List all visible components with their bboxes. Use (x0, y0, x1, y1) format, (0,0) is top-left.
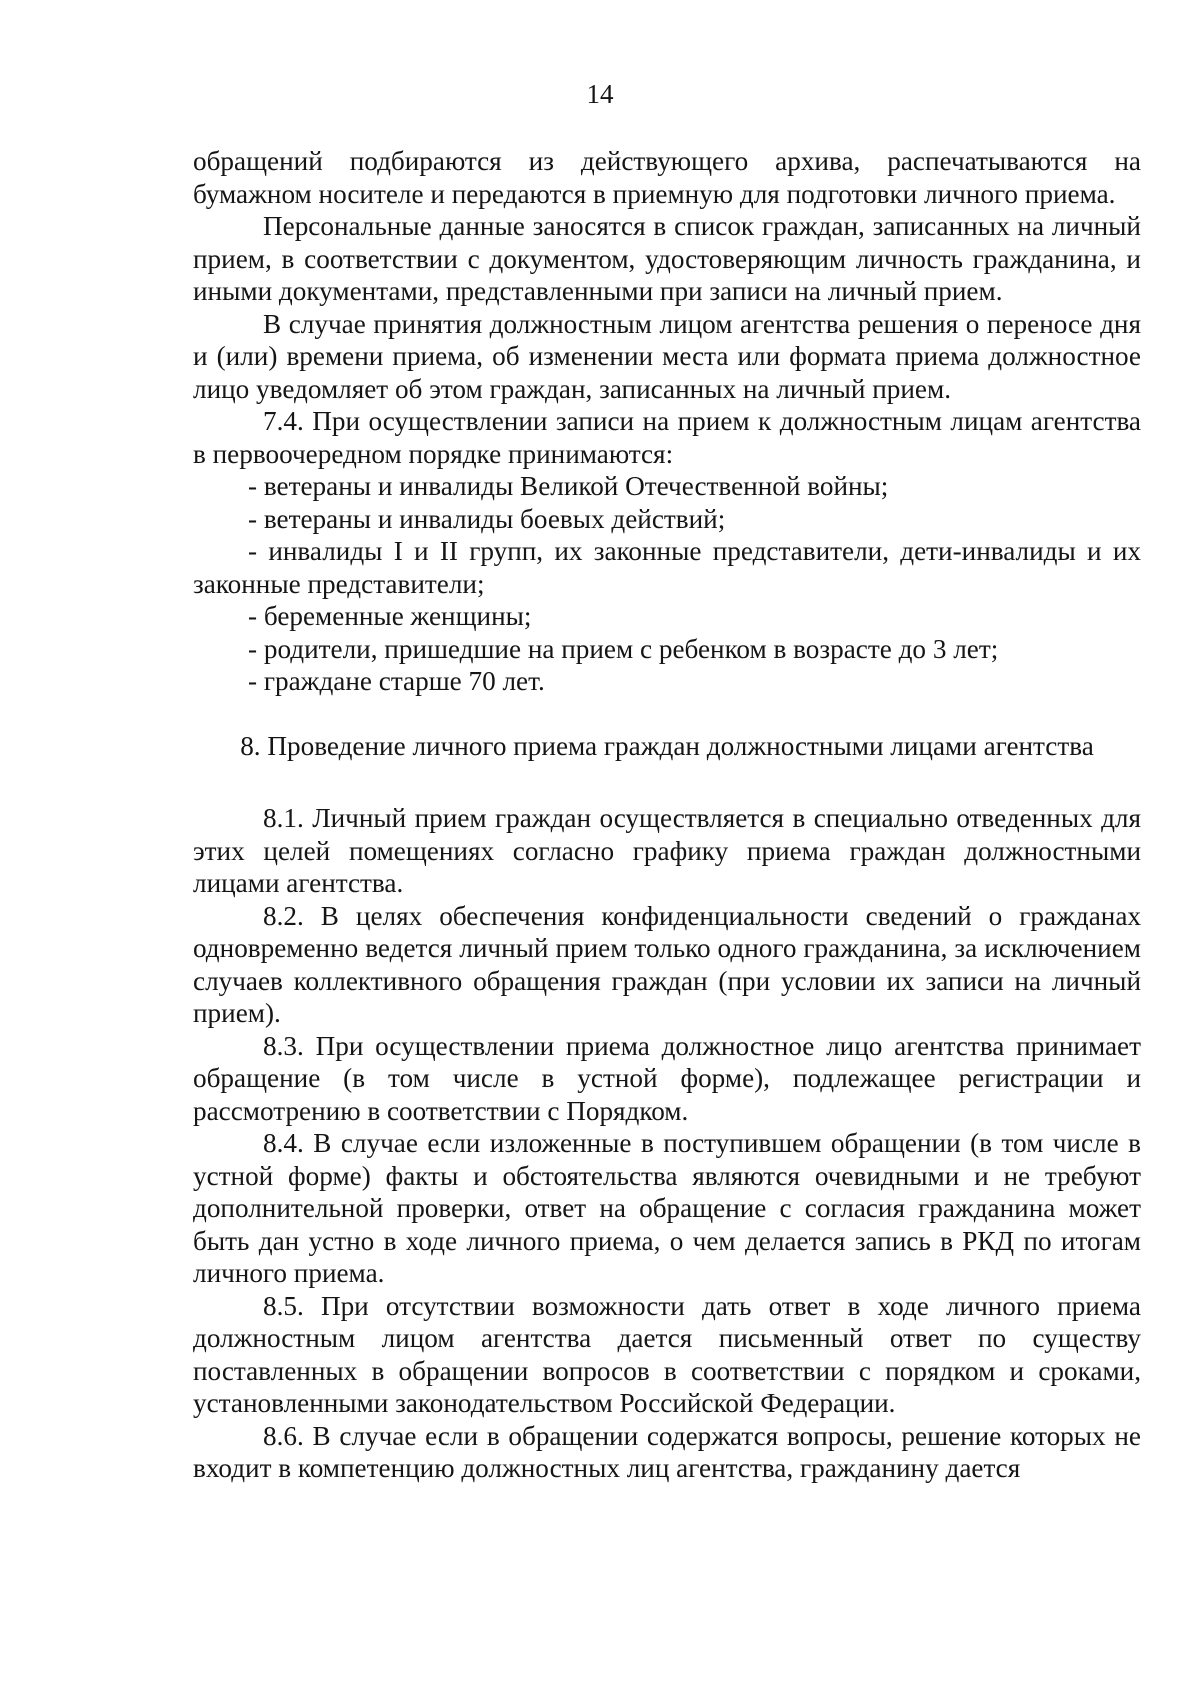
document-body (193, 145, 1141, 1485)
paragraph: В случае принятия должностным лицом агентства решения о переносе дня и (или) времени приема, об изменении места или формата приема должностное лицо уведомляет об этом граждан, записанных на личный прием. (193, 308, 1141, 404)
priority-list (193, 470, 1141, 698)
section-spacer (193, 762, 1141, 802)
list-item: - ветераны и инвалиды Великой Отечественной войны; (248, 471, 889, 501)
paragraph-8-3: 8.3. При осуществлении приема должностное лицо агентства принимает обращение (в том числе в устной форме), подлежащее регистрации и рассмотрению в соответствии с Порядком. (193, 1030, 1141, 1126)
list-item: - ветераны и инвалиды боевых действий; (248, 503, 726, 534)
paragraph-7-4: 7.4. При осуществлении записи на прием к должностным лицам агентства в первоочередном порядке принимаются: (193, 406, 1141, 469)
paragraph-8-4: 8.4. В случае если изложенные в поступившем обращении (в том числе в устной форме) факты и обстоятельства являются очевидными и не требуют дополнительной проверки, ответ на обращение с согласия гражданина может быть дан устно в ходе личного приема, о чем делается запись в РКД по итогам личного приема. (193, 1128, 1141, 1288)
paragraph-8-6: 8.6. В случае если в обращении содержатся вопросы, решение которых не входит в компетенцию должностных лиц агентства, гражданину дается (193, 1420, 1141, 1483)
paragraph-continuation: обращений подбираются из действующего архива, распечатываются на бумажном носителе и передаются в приемную для подготовки личного приема. (193, 146, 1141, 209)
paragraph: Персональные данные заносятся в список граждан, записанных на личный прием, в соответствии с документом, удостоверяющим личность гражданина, и иными документами, представленными при записи на личный прием. (193, 211, 1141, 306)
paragraph-8-5: 8.5. При отсутствии возможности дать ответ в ходе личного приема должностным лицом агентства дается письменный ответ по существу поставленных в обращении вопросов в соответствии с порядком и сроками, установленными законодательством Российской Федерации. (193, 1290, 1141, 1418)
list-item: - беременные женщины; (248, 601, 532, 631)
section-heading: 8. Проведение личного приема граждан должностными лицами агентства (240, 730, 1094, 761)
list-item: - граждане старше 70 лет. (248, 666, 545, 696)
page-number: 14 (586, 79, 614, 109)
paragraph-8-2: 8.2. В целях обеспечения конфиденциальности сведений о гражданах одновременно ведется личный прием только одного гражданина, за исключением случаев коллективного обращения граждан (при условии их записи на личный прием). (193, 900, 1141, 1028)
paragraph-8-1: 8.1. Личный прием граждан осуществляется в специально отведенных для этих целей помещениях согласно графику приема граждан должностными лицами агентства. (193, 803, 1141, 898)
list-item: - инвалиды I и II групп, их законные представители, дети-инвалиды и их законные представители; (193, 536, 1141, 599)
list-item: - родители, пришедшие на прием с ребенком в возрасте до 3 лет; (248, 633, 999, 664)
